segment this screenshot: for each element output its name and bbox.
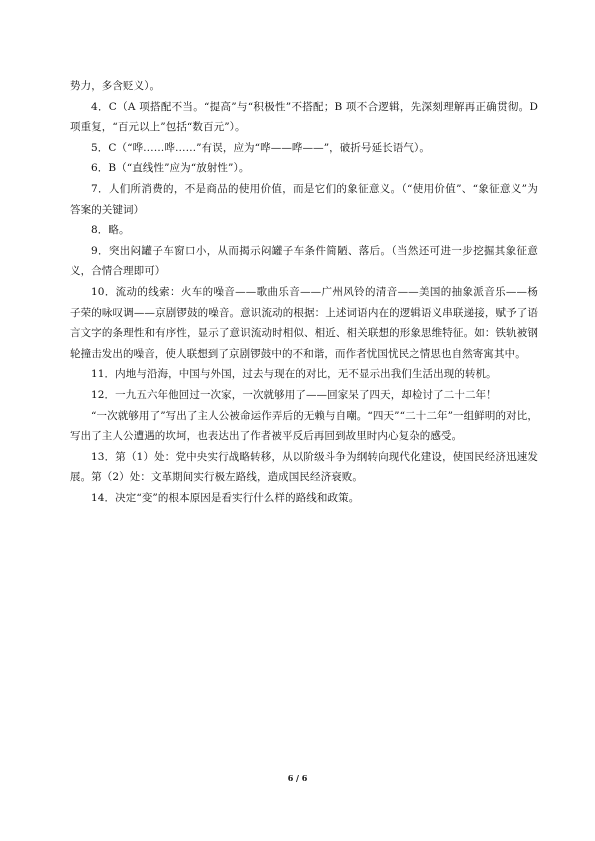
answer-item-7: 7．人们所消费的，不是商品的使用价值，而是它们的象征意义。（“使用价值”、“象征意义”为答案的关键词） xyxy=(70,182,538,216)
answer-item-4: 4．C（A 项搭配不当。“提高”与“积极性”不搭配；B 项不合逻辑，先深刻理解再正确贯彻。D 项重复，“百元以上”包括“数百元”）。 xyxy=(70,100,538,134)
answer-item-13: 13．第（1）处：党中央实行战略转移，从以阶级斗争为纲转向现代化建设，使国民经济迅速发展。第（2）处：文革期间实行极左路线，造成国民经济衰败。 xyxy=(70,450,538,484)
answer-item-12: 12．一九五六年他回过一次家，一次就够用了——回家呆了四天，却检讨了二十二年！ xyxy=(91,388,497,401)
answer-item-8: 8．略。 xyxy=(91,224,130,237)
answer-item-5: 5．C（“哗……哗……”有误，应为“哗——哗——”，破折号延长语气）。 xyxy=(91,141,430,154)
answer-item-10: 10．流动的线索：火车的噪音——歌曲乐音——广州风铃的清音——美国的抽象派音乐——杨子荣的咏叹调——京剧锣鼓的噪音。意识流动的根据：上述词语内在的逻辑语义串联递接，赋予了语言文字的条理性和有序性，显示了意识流动时相似、相近、相关联想的形象思维特征。如：铁轨被钢轮撞击发出的噪音，使人联想到了京剧锣鼓中的不和谐，而作者忧国忧民之情思也自然寄寓其中。 xyxy=(70,285,538,360)
answer-item-11: 11．内地与沿海，中国与外国，过去与现在的对比，无不显示出我们生活出现的转机。 xyxy=(91,368,497,381)
page-number: 6 / 6 xyxy=(287,773,308,783)
answer-continuation: 势力，多含贬义）。 xyxy=(70,80,161,92)
answer-item-14: 14．决定“变”的根本原因是看实行什么样的路线和政策。 xyxy=(91,491,360,504)
answer-item-12-explanation: “一次就够用了”写出了主人公被命运作弄后的无赖与自嘲。“四天”“二十二年”一组鲜明的对比，写出了主人公遭遇的坎坷，也表达出了作者被平反后再回到故里时内心复杂的感受。 xyxy=(70,409,538,443)
answer-item-9: 9．突出闷罐子车窗口小，从而揭示闷罐子车条件简陋、落后。（当然还可进一步挖掘其象征意义，合情合理即可） xyxy=(70,244,538,278)
answer-content xyxy=(70,76,538,508)
answer-item-6: 6．B（“直线性”应为“放射性”）。 xyxy=(91,162,250,175)
